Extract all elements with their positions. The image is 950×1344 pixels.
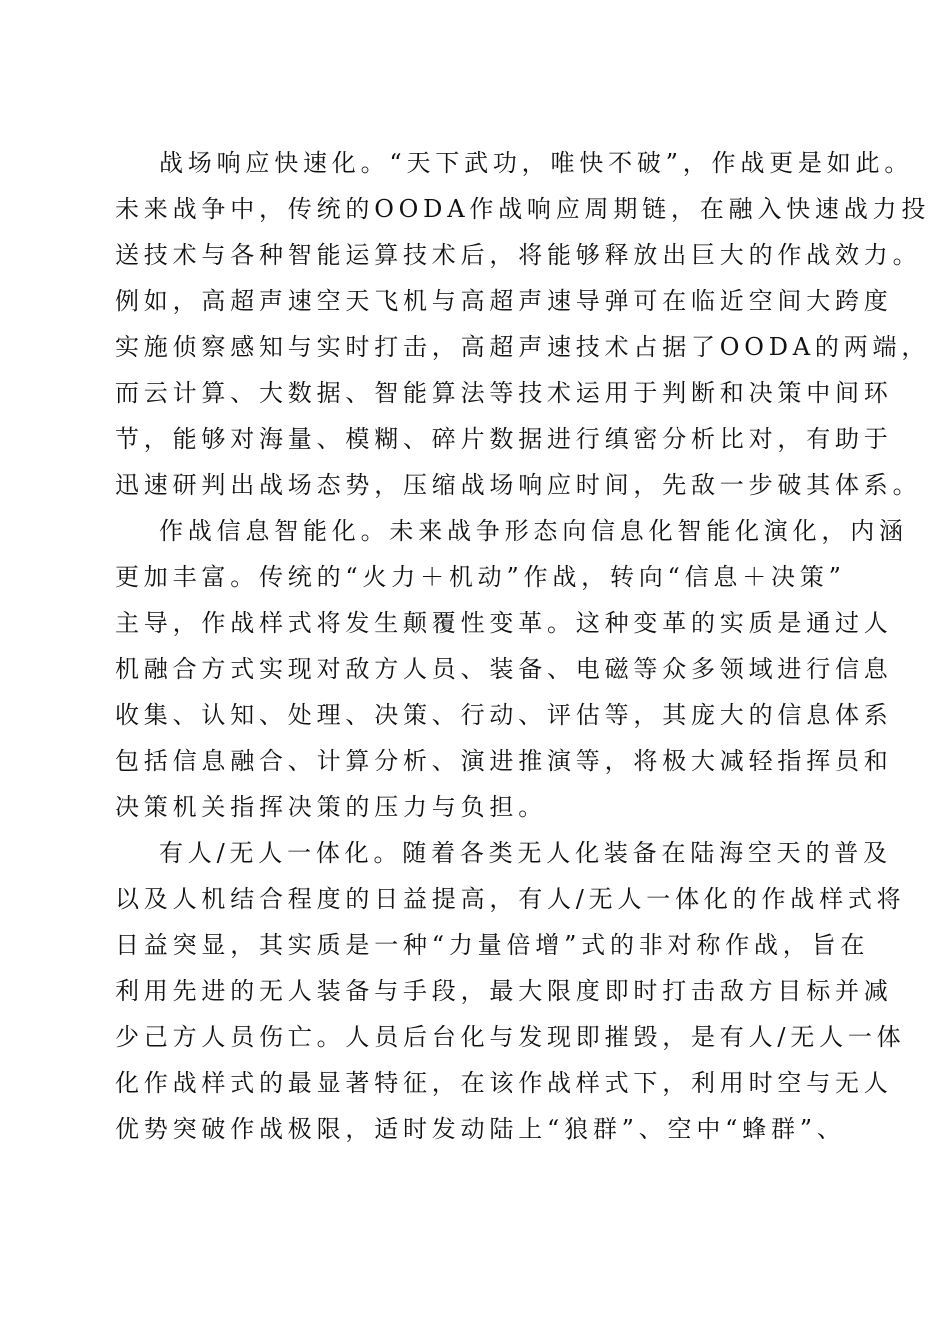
text-line: 利用先进的无人装备与手段，最大限度即时打击敌方目标并减 [115, 977, 893, 1005]
paragraph-manned-unmanned [115, 830, 906, 1152]
text-line: 化作战样式的最显著特征，在该作战样式下，利用时空与无人 [115, 1069, 893, 1097]
text-line: 节，能够对海量、模糊、碎片数据进行缜密分析比对，有助于 [115, 425, 893, 453]
text-line: 优势突破作战极限，适时发动陆上“狼群”、空中“蜂群”、 [115, 1115, 846, 1143]
text-line: 主导，作战样式将发生颠覆性变革。这种变革的实质是通过人 [115, 609, 893, 637]
text-line: 迅速研判出战场态势，压缩战场响应时间，先敌一步破其体系。 [115, 471, 922, 499]
body-text [115, 140, 931, 1152]
text-line: 包括信息融合、计算分析、演进推演等，将极大减轻指挥员和 [115, 747, 893, 775]
text-line: 机融合方式实现对敌方人员、装备、电磁等众多领域进行信息 [115, 655, 893, 683]
text-line: 未来战争中，传统的OODA作战响应周期链，在融入快速战力投 [115, 195, 931, 223]
paragraph-information-intelligence [115, 508, 908, 830]
text-line: 收集、认知、处理、决策、行动、评估等，其庞大的信息体系 [115, 701, 893, 729]
text-line: 例如，高超声速空天飞机与高超声速导弹可在临近空间大跨度 [115, 287, 893, 315]
paragraph-battlefield-response [115, 140, 931, 508]
text-line: 战场响应快速化。“天下武功，唯快不破”，作战更是如此。 [159, 149, 914, 177]
text-line: 有人/无人一体化。随着各类无人化装备在陆海空天的普及 [159, 839, 892, 867]
text-line: 送技术与各种智能运算技术后，将能够释放出巨大的作战效力。 [115, 241, 922, 269]
text-line: 而云计算、大数据、智能算法等技术运用于判断和决策中间环 [115, 379, 893, 407]
text-line: 以及人机结合程度的日益提高，有人/无人一体化的作战样式将 [115, 885, 906, 913]
text-line: 作战信息智能化。未来战争形态向信息化智能化演化，内涵 [159, 517, 908, 545]
text-line: 少己方人员伤亡。人员后台化与发现即摧毁，是有人/无人一体 [115, 1023, 906, 1051]
text-line: 决策机关指挥决策的压力与负担。 [115, 793, 547, 821]
text-line: 实施侦察感知与实时打击，高超声速技术占据了OODA的两端， [115, 333, 931, 361]
text-line: 更加丰富。传统的“火力＋机动”作战，转向“信息＋决策” [115, 563, 846, 591]
text-line: 日益突显，其实质是一种“力量倍增”式的非对称作战，旨在 [115, 931, 870, 959]
